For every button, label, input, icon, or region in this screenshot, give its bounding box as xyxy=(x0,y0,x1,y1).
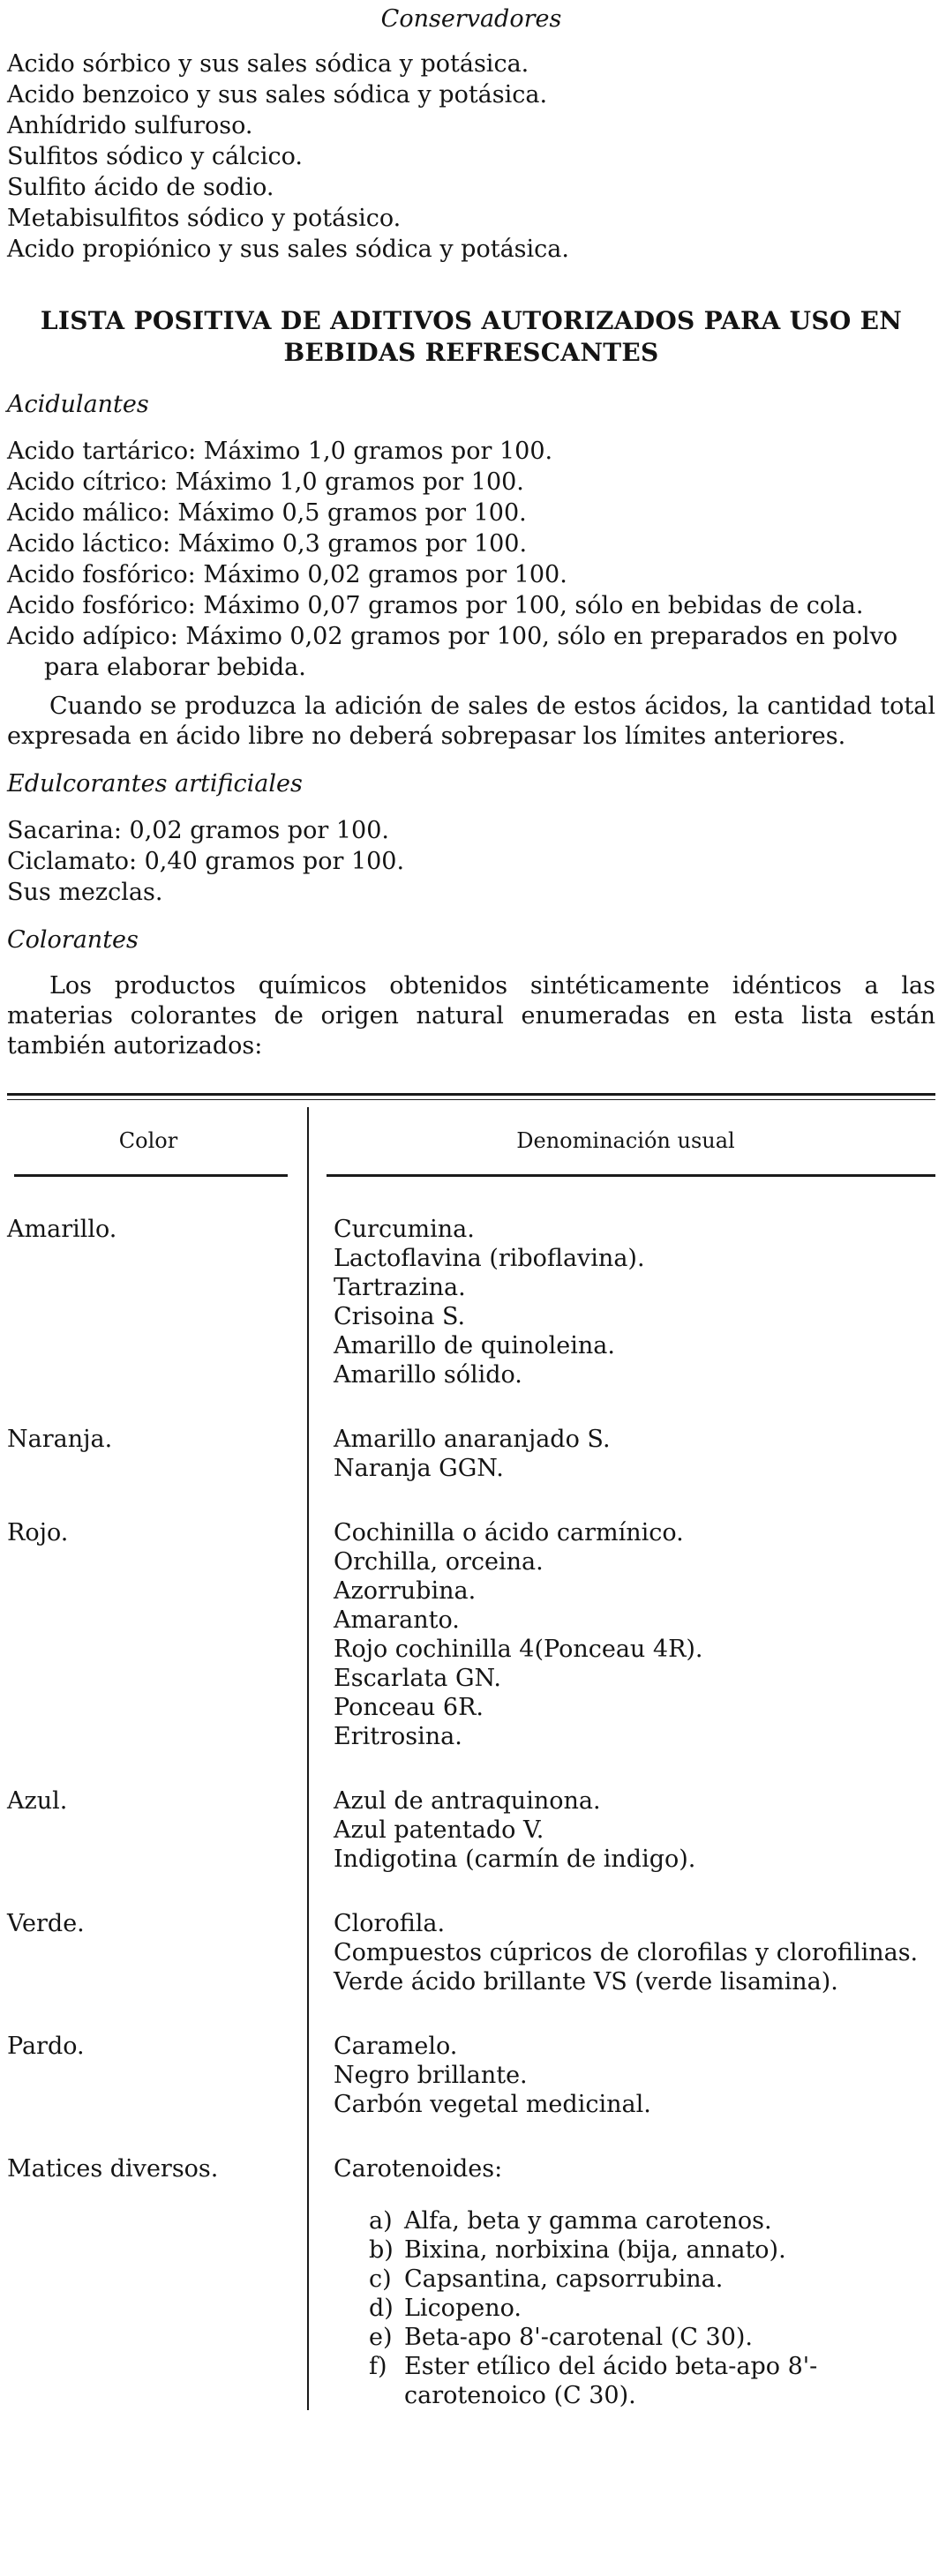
colorantes-table xyxy=(7,1107,935,2410)
denominacion: Ponceau 6R. xyxy=(334,1694,484,1721)
table-row xyxy=(7,1786,935,1874)
denominacion: Clorofila. xyxy=(334,1910,446,1937)
denominaciones xyxy=(307,1909,935,1996)
item-letter: a) xyxy=(369,2207,393,2235)
acidulante-item: Acido málico: Máximo 0,5 gramos por 100. xyxy=(7,499,527,527)
color-name: Pardo. xyxy=(7,2033,85,2060)
colorantes-title: Colorantes xyxy=(7,926,139,954)
denominaciones xyxy=(307,1425,935,1483)
item-text: Licopeno. xyxy=(404,2295,522,2322)
table-row xyxy=(7,2032,935,2119)
carotenoides-list xyxy=(334,2206,935,2410)
conservadores-item: Sulfito ácido de sodio. xyxy=(7,174,274,201)
acidulantes-list xyxy=(7,436,935,683)
item-text: Capsantina, capsorrubina. xyxy=(404,2265,724,2293)
denominacion: Azul de antraquinona. xyxy=(334,1787,601,1815)
carotenoides-label: Carotenoides: xyxy=(334,2155,503,2183)
edulcorante-item: Ciclamato: 0,40 gramos por 100. xyxy=(7,848,405,875)
item-letter: f) xyxy=(369,2353,387,2380)
denominaciones xyxy=(307,1786,935,1874)
denominaciones xyxy=(307,1215,935,1389)
denominacion: Tartrazina. xyxy=(334,1274,466,1301)
denominacion: Naranja GGN. xyxy=(334,1455,504,1482)
conservadores-title: Conservadores xyxy=(380,5,562,33)
denominacion: Amarillo sólido. xyxy=(334,1361,522,1389)
color-name: Naranja. xyxy=(7,1426,113,1453)
color-name: Azul. xyxy=(7,1787,68,1815)
header-rule xyxy=(7,1174,935,1179)
column-divider xyxy=(307,1107,309,2410)
item-text: Alfa, beta y gamma carotenos. xyxy=(404,2207,772,2235)
item-text: Ester etílico del ácido beta-apo 8'-carotenoico (C 30). xyxy=(404,2353,818,2409)
acidulante-item: Acido cítrico: Máximo 1,0 gramos por 100. xyxy=(7,468,524,496)
denominacion: Orchilla, orceina. xyxy=(334,1548,544,1576)
edulcorantes-list xyxy=(7,815,935,908)
denominacion: Amarillo de quinoleina. xyxy=(334,1332,615,1359)
item-text: Bixina, norbixina (bija, annato). xyxy=(404,2236,786,2264)
acidulantes-note: Cuando se produzca la adición de sales de estos ácidos, la cantidad total expresada en ácido libre no deberá sobrepasar los límites anteriores. xyxy=(7,693,935,750)
denominacion: Lactoflavina (riboflavina). xyxy=(334,1245,645,1272)
conservadores-item: Metabisulfitos sódico y potásico. xyxy=(7,205,402,232)
denominaciones xyxy=(307,2032,935,2119)
denominaciones xyxy=(307,2154,935,2410)
table-top-rule xyxy=(7,1093,935,1100)
carotenoide-item xyxy=(369,2323,935,2352)
edulcorantes-title: Edulcorantes artificiales xyxy=(7,770,303,798)
carotenoide-item xyxy=(369,2294,935,2323)
denominacion: Compuestos cúpricos de clorofilas y clorofilinas. xyxy=(334,1939,919,1966)
denominacion: Carbón vegetal medicinal. xyxy=(334,2091,651,2118)
conservadores-item: Acido benzoico y sus sales sódica y potásica. xyxy=(7,81,548,109)
header-color: Color xyxy=(118,1128,178,1153)
carotenoide-item xyxy=(369,2265,935,2294)
denominacion: Eritrosina. xyxy=(334,1723,462,1750)
color-name: Verde. xyxy=(7,1910,85,1937)
color-name: Amarillo. xyxy=(7,1216,117,1243)
color-name: Matices diversos. xyxy=(7,2155,219,2183)
edulcorante-item: Sus mezclas. xyxy=(7,879,163,906)
denominacion: Negro brillante. xyxy=(334,2062,528,2089)
acidulante-item: Acido tartárico: Máximo 1,0 gramos por 100. xyxy=(7,438,553,465)
acidulantes-title: Acidulantes xyxy=(7,391,149,418)
item-letter: d) xyxy=(369,2295,394,2322)
table-row xyxy=(7,1518,935,1751)
denominacion: Escarlata GN. xyxy=(334,1665,502,1692)
header-denominacion: Denominación usual xyxy=(516,1128,735,1153)
table-row xyxy=(7,1215,935,1389)
edulcorante-item: Sacarina: 0,02 gramos por 100. xyxy=(7,817,389,844)
conservadores-item: Anhídrido sulfuroso. xyxy=(7,112,253,139)
denominacion: Indigotina (carmín de indigo). xyxy=(334,1846,696,1873)
carotenoide-item xyxy=(369,2206,935,2235)
denominacion: Crisoina S. xyxy=(334,1303,466,1330)
colorantes-intro: Los productos químicos obtenidos sintéticamente idénticos a las materias colorantes de origen natural enumeradas en esta lista están también autorizados: xyxy=(7,972,935,1060)
denominacion: Cochinilla o ácido carmínico. xyxy=(334,1519,684,1546)
denominacion: Curcumina. xyxy=(334,1216,475,1243)
item-letter: c) xyxy=(369,2265,392,2293)
denominacion: Rojo cochinilla 4(Ponceau 4R). xyxy=(334,1636,703,1663)
color-name: Rojo. xyxy=(7,1519,69,1546)
carotenoide-item xyxy=(369,2235,935,2265)
item-letter: e) xyxy=(369,2324,393,2351)
denominaciones xyxy=(307,1518,935,1751)
table-row xyxy=(7,1425,935,1483)
table-row xyxy=(7,2154,935,2410)
acidulante-item: Acido láctico: Máximo 0,3 gramos por 100. xyxy=(7,530,528,558)
acidulante-item: Acido adípico: Máximo 0,02 gramos por 100, sólo en preparados en polvo para elaborar bebida. xyxy=(7,623,898,681)
item-letter: b) xyxy=(369,2236,394,2264)
conservadores-list xyxy=(7,49,935,265)
denominacion: Azul patentado V. xyxy=(334,1816,544,1844)
denominacion: Amarillo anaranjado S. xyxy=(334,1426,611,1453)
table-row xyxy=(7,1909,935,1996)
denominacion: Caramelo. xyxy=(334,2033,458,2060)
acidulante-item: Acido fosfórico: Máximo 0,02 gramos por 100. xyxy=(7,561,567,588)
table-header xyxy=(7,1107,935,1174)
conservadores-item: Acido propiónico y sus sales sódica y potásica. xyxy=(7,236,569,263)
acidulante-item: Acido fosfórico: Máximo 0,07 gramos por 100, sólo en bebidas de cola. xyxy=(7,592,864,619)
conservadores-item: Sulfitos sódico y cálcico. xyxy=(7,143,303,170)
denominacion: Amaranto. xyxy=(334,1606,460,1634)
conservadores-item: Acido sórbico y sus sales sódica y potásica. xyxy=(7,50,529,78)
denominacion: Verde ácido brillante VS (verde lisamina). xyxy=(334,1968,838,1996)
denominacion: Azorrubina. xyxy=(334,1577,477,1605)
lista-heading: LISTA POSITIVA DE ADITIVOS AUTORIZADOS PARA USO EN BEBIDAS REFRESCANTES xyxy=(40,306,903,367)
carotenoide-item xyxy=(369,2352,935,2410)
document-page xyxy=(7,0,935,2410)
item-text: Beta-apo 8'-carotenal (C 30). xyxy=(404,2324,753,2351)
